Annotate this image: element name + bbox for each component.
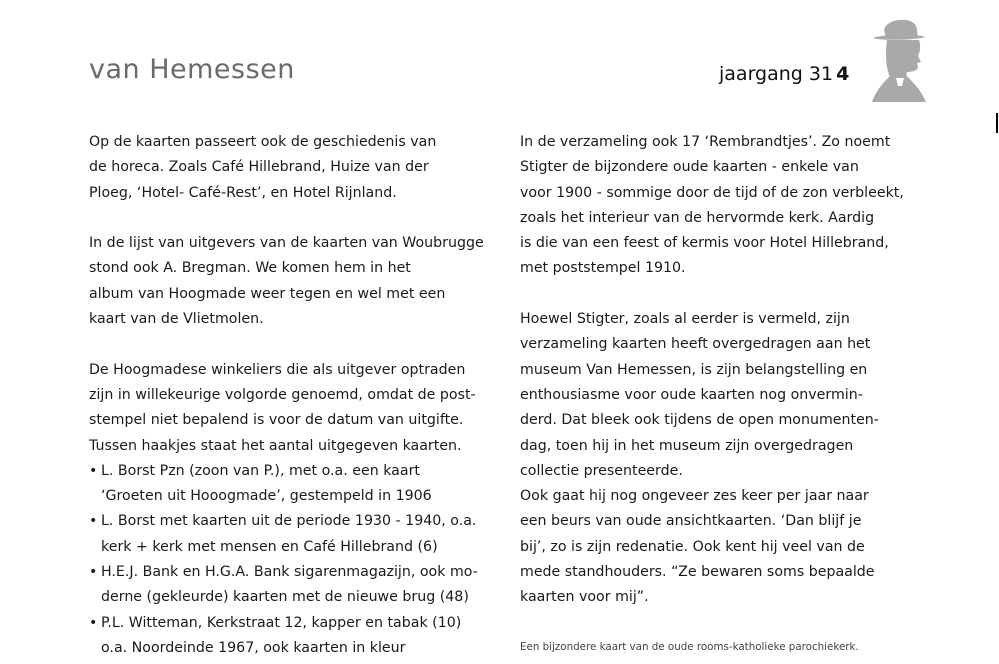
bullet-marker: • [89, 462, 98, 479]
text-line: Ploeg, ‘Hotel- Café-Rest’, en Hotel Rijnland. [89, 184, 397, 201]
text-line: enthousiasme voor oude kaarten nog onvermin- [520, 386, 863, 403]
text-line: is die van een feest of kermis voor Hotel Hillebrand, [520, 235, 889, 252]
list-item-text: L. Borst Pzn (zoon van P.), met o.a. een kaart [101, 462, 420, 479]
list-item-continuation: kerk + kerk met mensen en Café Hillebrand (6) [101, 538, 438, 555]
text-line: mede standhouders. “Ze bewaren soms bepaalde [520, 564, 875, 581]
text-line: verzameling kaarten heeft overgedragen aan het [520, 336, 871, 353]
text-line: voor 1900 - sommige door de tijd of de zon verbleekt, [520, 184, 904, 201]
left-column [89, 130, 484, 661]
list-item [89, 509, 484, 534]
list-item-continuation: derne (gekleurde) kaarten met de nieuwe brug (48) [101, 589, 469, 606]
text-line: kaart van de Vlietmolen. [89, 311, 264, 328]
publisher-list [89, 459, 484, 661]
van-hemessen-silhouette-icon [866, 16, 930, 104]
text-line: museum Van Hemessen, is zijn belangstelling en [520, 361, 868, 378]
list-item-continuation: ‘Groeten uit Hooogmade’, gestempeld in 1906 [101, 488, 432, 505]
text-line: stempel niet bepalend is voor de datum van uitgifte. [89, 412, 464, 429]
bullet-marker: • [89, 564, 98, 581]
right-column [520, 130, 915, 611]
text-line: dag, toen hij in het museum zijn overgedragen [520, 437, 854, 454]
text-line: Ook gaat hij nog ongeveer zes keer per jaar naar [520, 488, 869, 505]
page-number: 4 [836, 63, 850, 85]
magazine-title: van Hemessen [89, 54, 295, 85]
text-line: Tussen haakjes staat het aantal uitgegeven kaarten. [89, 437, 462, 454]
text-line: een beurs van oude ansichtkaarten. ‘Dan blijf je [520, 513, 862, 530]
text-line: met poststempel 1910. [520, 260, 686, 277]
text-line: kaarten voor mij”. [520, 589, 649, 606]
text-line: In de verzameling ook 17 ‘Rembrandtjes’. Zo noemt [520, 134, 891, 150]
issue-label: jaargang 31 [719, 63, 834, 85]
paragraph-gap [520, 282, 915, 307]
text-line: de horeca. Zoals Café Hillebrand, Huize van der [89, 159, 429, 176]
text-line: Stigter de bijzondere oude kaarten - enkele van [520, 159, 859, 176]
photo-caption: Een bijzondere kaart van de oude rooms-katholieke parochiekerk. [520, 641, 859, 653]
text-line: zoals het interieur van de hervormde kerk. Aardig [520, 209, 875, 226]
text-line: De Hoogmadese winkeliers die als uitgever optraden [89, 361, 466, 378]
text-line: bij’, zo is zijn redenatie. Ook kent hij veel van de [520, 538, 865, 555]
text-cursor [996, 113, 998, 133]
bullet-marker: • [89, 513, 98, 530]
list-item-text: P.L. Witteman, Kerkstraat 12, kapper en tabak (10) [101, 614, 462, 631]
text-line: Hoewel Stigter, zoals al eerder is vermeld, zijn [520, 311, 850, 328]
text-line: In de lijst van uitgevers van de kaarten van Woubrugge [89, 235, 484, 252]
text-line: Op de kaarten passeert ook de geschiedenis van [89, 134, 437, 150]
list-item-continuation: o.a. Noordeinde 1967, ook kaarten in kleur [101, 639, 406, 656]
bullet-marker: • [89, 614, 98, 631]
list-item [89, 611, 484, 636]
text-line: stond ook A. Bregman. We komen hem in het [89, 260, 411, 277]
text-line: collectie presenteerde. [520, 462, 683, 479]
paragraph-gap [89, 332, 484, 357]
issue-info [719, 63, 849, 85]
list-item-text: H.E.J. Bank en H.G.A. Bank sigarenmagazijn, ook mo- [101, 564, 478, 581]
text-line: album van Hoogmade weer tegen en wel met een [89, 285, 446, 302]
text-line: derd. Dat bleek ook tijdens de open monumenten- [520, 412, 879, 429]
list-item [89, 459, 484, 484]
paragraph-gap [89, 206, 484, 231]
text-line: zijn in willekeurige volgorde genoemd, omdat de post- [89, 386, 476, 403]
list-item-text: L. Borst met kaarten uit de periode 1930 - 1940, o.a. [101, 513, 477, 530]
list-item [89, 560, 484, 585]
